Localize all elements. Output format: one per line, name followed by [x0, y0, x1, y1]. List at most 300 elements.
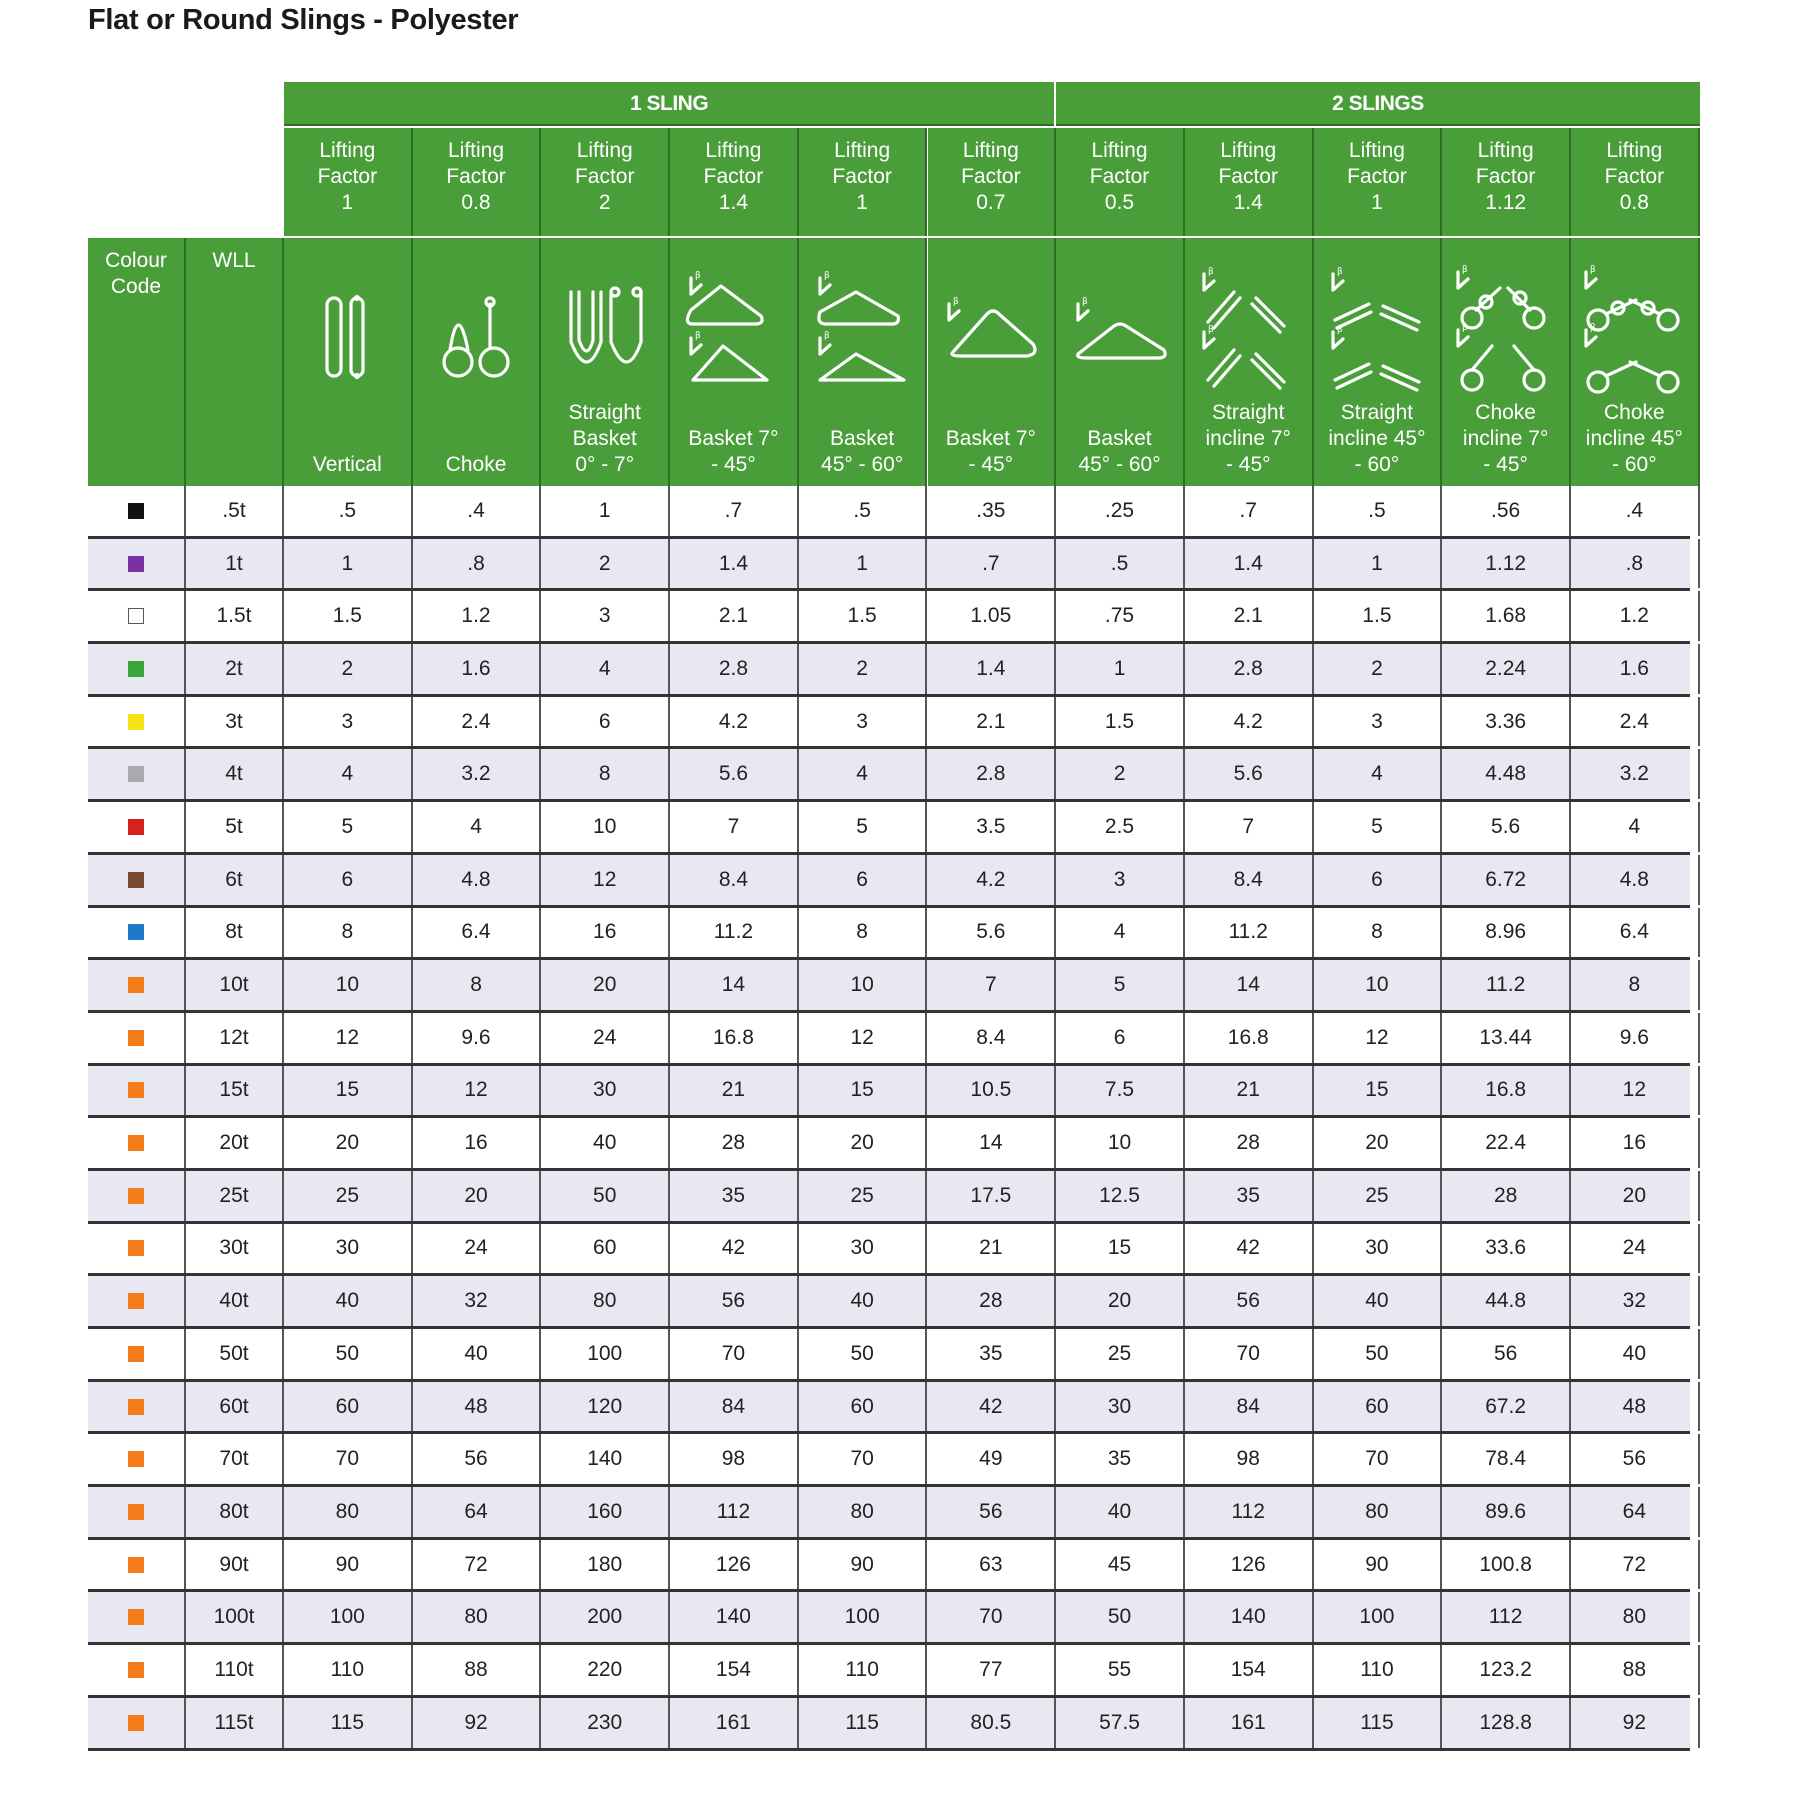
method-label-line: Vertical: [312, 453, 382, 476]
colour-swatch: [128, 661, 144, 677]
svg-text:β: β: [952, 297, 959, 307]
wll-header: [186, 238, 284, 486]
capacity-cell: 6: [1056, 1013, 1185, 1063]
straight-basket-icon: [549, 258, 661, 388]
capacity-cell: 14: [670, 960, 799, 1010]
capacity-cell: 4.2: [670, 697, 799, 747]
capacity-cell: 20: [799, 1118, 928, 1168]
capacity-cell: 1.4: [928, 644, 1057, 694]
method-header: [1442, 238, 1571, 486]
method-label: [1442, 400, 1569, 478]
svg-text:β: β: [695, 331, 702, 341]
capacity-cell: 25: [284, 1171, 413, 1221]
capacity-cell: 4: [1056, 908, 1185, 958]
capacity-cell: 56: [1442, 1329, 1571, 1379]
capacity-cell: 30: [799, 1224, 928, 1274]
capacity-cell: 5.6: [1442, 802, 1571, 852]
choke-sling-icon: [420, 258, 532, 388]
colour-swatch: [128, 1609, 144, 1625]
capacity-cell: 1.6: [1571, 644, 1700, 694]
capacity-cell: 12: [284, 1013, 413, 1063]
capacity-cell: 2: [1314, 644, 1443, 694]
capacity-cell: 42: [928, 1382, 1057, 1432]
capacity-cell: 15: [799, 1066, 928, 1116]
capacity-cell: 1.2: [1571, 591, 1700, 641]
wll-cell: 30t: [186, 1224, 284, 1274]
capacity-cell: 140: [1185, 1592, 1314, 1642]
capacity-cell: 7: [670, 802, 799, 852]
method-label-line: incline 45°: [1328, 427, 1426, 450]
capacity-cell: 50: [1056, 1592, 1185, 1642]
capacity-cell: 40: [284, 1276, 413, 1326]
capacity-cell: 2.24: [1442, 644, 1571, 694]
choke-incline-icon: [1450, 258, 1562, 388]
svg-text:β: β: [1590, 265, 1597, 275]
method-label: [1571, 400, 1698, 478]
capacity-cell: 3.5: [928, 802, 1057, 852]
colour-code-cell: [88, 1382, 186, 1432]
capacity-cell: 3: [1056, 855, 1185, 905]
capacity-cell: 3: [284, 697, 413, 747]
method-header: [413, 238, 542, 486]
colour-code-label: Code: [110, 275, 162, 298]
capacity-cell: 80.5: [928, 1698, 1057, 1748]
wll-cell: 110t: [186, 1645, 284, 1695]
capacity-cell: 2.1: [670, 591, 799, 641]
method-header: [1314, 238, 1443, 486]
capacity-cell: 4.8: [1571, 855, 1700, 905]
capacity-cell: 10: [284, 960, 413, 1010]
capacity-cell: 80: [413, 1592, 542, 1642]
capacity-cell: 9.6: [1571, 1013, 1700, 1063]
table-row: [88, 591, 1690, 644]
capacity-cell: 88: [413, 1645, 542, 1695]
capacity-cell: 8: [1571, 960, 1700, 1010]
colour-swatch: [128, 1662, 144, 1678]
colour-code-cell: [88, 1329, 186, 1379]
method-label: [799, 426, 926, 478]
capacity-cell: 80: [541, 1276, 670, 1326]
colour-code-cell: [88, 1487, 186, 1537]
colour-swatch: [128, 977, 144, 993]
capacity-cell: 84: [670, 1382, 799, 1432]
capacity-cell: 42: [1185, 1224, 1314, 1274]
colour-code-header: [88, 238, 186, 486]
method-label-line: incline 7°: [1205, 427, 1291, 450]
capacity-cell: 5.6: [928, 908, 1057, 958]
capacity-cell: 28: [1442, 1171, 1571, 1221]
wll-cell: 15t: [186, 1066, 284, 1116]
table-row: [88, 1118, 1690, 1171]
capacity-cell: 20: [1314, 1118, 1443, 1168]
colour-code-label: Colour: [105, 249, 167, 272]
lifting-factor-label: Factor: [1604, 165, 1665, 188]
capacity-cell: 140: [541, 1434, 670, 1484]
capacity-cell: 60: [1314, 1382, 1443, 1432]
capacity-cell: 64: [413, 1487, 542, 1537]
capacity-cell: 4.48: [1442, 749, 1571, 799]
capacity-cell: 60: [799, 1382, 928, 1432]
lifting-factor-header: [541, 128, 670, 236]
capacity-cell: 6.4: [413, 908, 542, 958]
lifting-factor-value: 0.5: [1104, 191, 1135, 214]
capacity-cell: 12: [1314, 1013, 1443, 1063]
table-row: [88, 539, 1690, 592]
capacity-cell: 2.4: [1571, 697, 1700, 747]
capacity-cell: 70: [799, 1434, 928, 1484]
capacity-cell: 6: [541, 697, 670, 747]
wll-cell: 4t: [186, 749, 284, 799]
capacity-cell: 8.96: [1442, 908, 1571, 958]
capacity-cell: 92: [1571, 1698, 1700, 1748]
lifting-factor-label: Factor: [446, 165, 506, 188]
lifting-factor-label: Lifting: [834, 139, 891, 162]
method-label-line: Straight: [568, 401, 641, 424]
capacity-cell: 7: [1185, 802, 1314, 852]
capacity-cell: .8: [1571, 539, 1700, 589]
colour-swatch: [128, 556, 144, 572]
wll-cell: 80t: [186, 1487, 284, 1537]
capacity-cell: 35: [1056, 1434, 1185, 1484]
lifting-factor-label: Factor: [1218, 165, 1278, 188]
colour-code-cell: [88, 802, 186, 852]
capacity-cell: 110: [799, 1645, 928, 1695]
capacity-cell: 4: [1571, 802, 1700, 852]
capacity-cell: 123.2: [1442, 1645, 1571, 1695]
lifting-factor-header: [284, 128, 413, 236]
capacity-cell: 11.2: [1442, 960, 1571, 1010]
capacity-cell: 13.44: [1442, 1013, 1571, 1063]
table-row: [88, 960, 1690, 1013]
capacity-cell: 20: [541, 960, 670, 1010]
capacity-cell: 42: [670, 1224, 799, 1274]
colour-swatch: [128, 1135, 144, 1151]
method-label-line: Straight: [1212, 401, 1285, 424]
capacity-cell: 7: [928, 960, 1057, 1010]
capacity-cell: 112: [1442, 1592, 1571, 1642]
method-label: [1056, 426, 1183, 478]
capacity-cell: 70: [1185, 1329, 1314, 1379]
method-label-line: Basket: [572, 427, 637, 450]
capacity-cell: .5: [1314, 486, 1443, 536]
capacity-cell: .8: [413, 539, 542, 589]
method-header: [928, 238, 1057, 486]
colour-swatch: [128, 1082, 144, 1098]
method-label: [284, 452, 411, 478]
svg-text:β: β: [1081, 297, 1088, 307]
lifting-factor-header: [1185, 128, 1314, 236]
capacity-cell: .35: [928, 486, 1057, 536]
capacity-cell: 1.5: [799, 591, 928, 641]
lifting-factor-value: 1: [341, 191, 354, 214]
svg-text:β: β: [695, 271, 702, 281]
table-row: [88, 1382, 1690, 1435]
table-body: [88, 486, 1690, 1751]
capacity-cell: 12: [1571, 1066, 1700, 1116]
capacity-cell: .7: [928, 539, 1057, 589]
table-row: [88, 1224, 1690, 1277]
capacity-cell: 5.6: [1185, 749, 1314, 799]
wll-cell: 6t: [186, 855, 284, 905]
capacity-cell: 63: [928, 1540, 1057, 1590]
method-label-line: 45° - 60°: [821, 453, 904, 476]
lifting-factor-value: 2: [598, 191, 611, 214]
capacity-cell: 112: [1185, 1487, 1314, 1537]
capacity-cell: 16.8: [670, 1013, 799, 1063]
table-row: [88, 908, 1690, 961]
lifting-factor-label: Lifting: [1477, 139, 1534, 162]
capacity-cell: 8: [413, 960, 542, 1010]
capacity-cell: 40: [1314, 1276, 1443, 1326]
table-row: [88, 1645, 1690, 1698]
capacity-cell: 9.6: [413, 1013, 542, 1063]
capacity-cell: 2: [284, 644, 413, 694]
colour-swatch: [128, 1715, 144, 1731]
lifting-factor-label: Lifting: [576, 139, 633, 162]
capacity-cell: 2.4: [413, 697, 542, 747]
wll-cell: 90t: [186, 1540, 284, 1590]
capacity-cell: 24: [413, 1224, 542, 1274]
capacity-cell: 50: [284, 1329, 413, 1379]
capacity-cell: 30: [1314, 1224, 1443, 1274]
lifting-factor-header: [1314, 128, 1443, 236]
lifting-factor-label: Lifting: [1220, 139, 1277, 162]
capacity-cell: 56: [670, 1276, 799, 1326]
capacity-cell: 20: [284, 1118, 413, 1168]
colour-code-cell: [88, 1276, 186, 1326]
svg-text:β: β: [1208, 267, 1214, 277]
capacity-cell: 10: [541, 802, 670, 852]
capacity-cell: 180: [541, 1540, 670, 1590]
lifting-factor-header: [928, 128, 1057, 236]
wll-label: WLL: [212, 249, 256, 272]
colour-swatch: [128, 872, 144, 888]
capacity-cell: 2.8: [928, 749, 1057, 799]
capacity-cell: 3.36: [1442, 697, 1571, 747]
wll-cell: 60t: [186, 1382, 284, 1432]
capacity-cell: 1.5: [284, 591, 413, 641]
lifting-factor-value: 1.4: [1233, 191, 1263, 214]
capacity-cell: 115: [1314, 1698, 1443, 1748]
capacity-cell: 3: [799, 697, 928, 747]
capacity-cell: 126: [670, 1540, 799, 1590]
capacity-cell: 10: [1314, 960, 1443, 1010]
capacity-cell: 33.6: [1442, 1224, 1571, 1274]
capacity-cell: 6.4: [1571, 908, 1700, 958]
capacity-cell: 4: [799, 749, 928, 799]
colour-code-cell: [88, 697, 186, 747]
colour-code-cell: [88, 1540, 186, 1590]
capacity-cell: 3: [541, 591, 670, 641]
capacity-cell: 1.5: [1056, 697, 1185, 747]
svg-text:β: β: [1590, 323, 1597, 333]
capacity-cell: 2.1: [1185, 591, 1314, 641]
capacity-cell: 32: [413, 1276, 542, 1326]
method-label-line: - 45°: [968, 453, 1014, 476]
capacity-cell: 25: [1056, 1329, 1185, 1379]
basket-single-icon: [935, 258, 1047, 388]
capacity-cell: 12.5: [1056, 1171, 1185, 1221]
capacity-cell: 20: [1056, 1276, 1185, 1326]
method-label-line: incline 45°: [1585, 427, 1683, 450]
colour-swatch: [128, 766, 144, 782]
capacity-cell: 67.2: [1442, 1382, 1571, 1432]
method-label-line: - 45°: [1483, 453, 1528, 476]
page-title: Flat or Round Slings - Polyester: [88, 4, 519, 36]
method-label-line: 45° - 60°: [1078, 453, 1161, 476]
capacity-cell: 128.8: [1442, 1698, 1571, 1748]
capacity-cell: 15: [1314, 1066, 1443, 1116]
capacity-cell: 5.6: [670, 749, 799, 799]
lifting-factor-header: [799, 128, 928, 236]
capacity-cell: 98: [670, 1434, 799, 1484]
capacity-cell: 28: [1185, 1118, 1314, 1168]
capacity-cell: 90: [284, 1540, 413, 1590]
capacity-cell: 70: [1314, 1434, 1443, 1484]
capacity-cell: 50: [1314, 1329, 1443, 1379]
colour-code-cell: [88, 539, 186, 589]
method-label-line: 0° - 7°: [575, 453, 635, 476]
capacity-cell: 12: [413, 1066, 542, 1116]
colour-swatch: [128, 503, 144, 519]
capacity-cell: 28: [670, 1118, 799, 1168]
capacity-cell: .5: [1056, 539, 1185, 589]
table-row: [88, 749, 1690, 802]
colour-swatch: [128, 924, 144, 940]
capacity-cell: 1.5: [1314, 591, 1443, 641]
lifting-factor-label: Lifting: [1091, 139, 1148, 162]
method-label-line: Straight: [1340, 401, 1414, 424]
basket-single-wide-icon: [1064, 258, 1176, 388]
capacity-cell: 1.05: [928, 591, 1057, 641]
colour-code-cell: [88, 1171, 186, 1221]
capacity-cell: 14: [928, 1118, 1057, 1168]
method-label: [928, 426, 1055, 478]
capacity-cell: 78.4: [1442, 1434, 1571, 1484]
capacity-cell: .5: [799, 486, 928, 536]
capacity-cell: 5: [1056, 960, 1185, 1010]
capacity-cell: 48: [413, 1382, 542, 1432]
capacity-cell: 3: [1314, 697, 1443, 747]
lifting-factor-value: 0.7: [976, 191, 1006, 214]
straight-incline-icon: [1192, 258, 1304, 388]
capacity-cell: 112: [670, 1487, 799, 1537]
group-header-2: 2 SLINGS: [1056, 82, 1700, 126]
lifting-factor-header: [1442, 128, 1571, 236]
lifting-factor-value: 1: [856, 191, 868, 214]
capacity-cell: 100: [284, 1592, 413, 1642]
lifting-factor-label: Lifting: [962, 139, 1019, 162]
capacity-cell: 57.5: [1056, 1698, 1185, 1748]
method-label: [1185, 400, 1312, 478]
capacity-cell: 5: [1314, 802, 1443, 852]
wll-cell: 40t: [186, 1276, 284, 1326]
table-row: [88, 1592, 1690, 1645]
colour-code-cell: [88, 1592, 186, 1642]
colour-code-cell: [88, 1118, 186, 1168]
table-row: [88, 1434, 1690, 1487]
wll-cell: 20t: [186, 1118, 284, 1168]
capacity-cell: 100: [541, 1329, 670, 1379]
svg-text:β: β: [824, 331, 830, 341]
capacity-cell: 70: [928, 1592, 1057, 1642]
capacity-cell: 1.68: [1442, 591, 1571, 641]
capacity-cell: 220: [541, 1645, 670, 1695]
capacity-cell: 28: [928, 1276, 1057, 1326]
capacity-cell: 154: [1185, 1645, 1314, 1695]
capacity-cell: 4.2: [928, 855, 1057, 905]
lifting-factor-header: [670, 128, 799, 236]
method-label-line: - 45°: [711, 453, 756, 476]
colour-code-cell: [88, 1698, 186, 1748]
capacity-cell: 40: [413, 1329, 542, 1379]
colour-code-cell: [88, 960, 186, 1010]
method-label: [670, 426, 797, 478]
table-row: [88, 1013, 1690, 1066]
capacity-cell: 200: [541, 1592, 670, 1642]
capacity-cell: 10: [799, 960, 928, 1010]
capacity-cell: 56: [413, 1434, 542, 1484]
method-header: [284, 238, 413, 486]
capacity-cell: 8: [1314, 908, 1443, 958]
capacity-cell: 1.6: [413, 644, 542, 694]
capacity-cell: 8.4: [928, 1013, 1057, 1063]
capacity-cell: 3.2: [413, 749, 542, 799]
capacity-cell: 115: [284, 1698, 413, 1748]
table-row: [88, 1329, 1690, 1382]
method-header: [1571, 238, 1700, 486]
capacity-cell: 4: [284, 749, 413, 799]
capacity-cell: 4.8: [413, 855, 542, 905]
capacity-cell: 55: [1056, 1645, 1185, 1695]
colour-swatch: [128, 1293, 144, 1309]
capacity-cell: 16: [1571, 1118, 1700, 1168]
group-header-1: 1 SLING: [284, 82, 1054, 126]
wll-cell: 70t: [186, 1434, 284, 1484]
capacity-cell: 49: [928, 1434, 1057, 1484]
capacity-cell: 90: [799, 1540, 928, 1590]
capacity-cell: 154: [670, 1645, 799, 1695]
capacity-cell: 70: [670, 1329, 799, 1379]
capacity-cell: 25: [1314, 1171, 1443, 1221]
capacity-cell: 20: [413, 1171, 542, 1221]
capacity-cell: 10.5: [928, 1066, 1057, 1116]
method-label-line: - 45°: [1225, 453, 1271, 476]
capacity-cell: 2.5: [1056, 802, 1185, 852]
method-label: [413, 452, 540, 478]
capacity-cell: 2.8: [1185, 644, 1314, 694]
capacity-cell: 72: [413, 1540, 542, 1590]
capacity-cell: 80: [799, 1487, 928, 1537]
method-label-line: Basket: [1087, 427, 1152, 450]
capacity-cell: 1.2: [413, 591, 542, 641]
capacity-cell: 40: [799, 1276, 928, 1326]
capacity-cell: 15: [1056, 1224, 1185, 1274]
capacity-cell: 8.4: [670, 855, 799, 905]
wll-cell: 50t: [186, 1329, 284, 1379]
capacity-cell: 25: [799, 1171, 928, 1221]
lifting-factor-label: Lifting: [1606, 139, 1663, 162]
capacity-cell: 1: [284, 539, 413, 589]
capacity-cell: 140: [670, 1592, 799, 1642]
svg-text:β: β: [1461, 265, 1468, 275]
lifting-factor-label: Factor: [703, 165, 764, 188]
capacity-cell: 17.5: [928, 1171, 1057, 1221]
capacity-cell: 12: [799, 1013, 928, 1063]
capacity-cell: 2: [1056, 749, 1185, 799]
capacity-cell: 21: [1185, 1066, 1314, 1116]
capacity-cell: 77: [928, 1645, 1057, 1695]
